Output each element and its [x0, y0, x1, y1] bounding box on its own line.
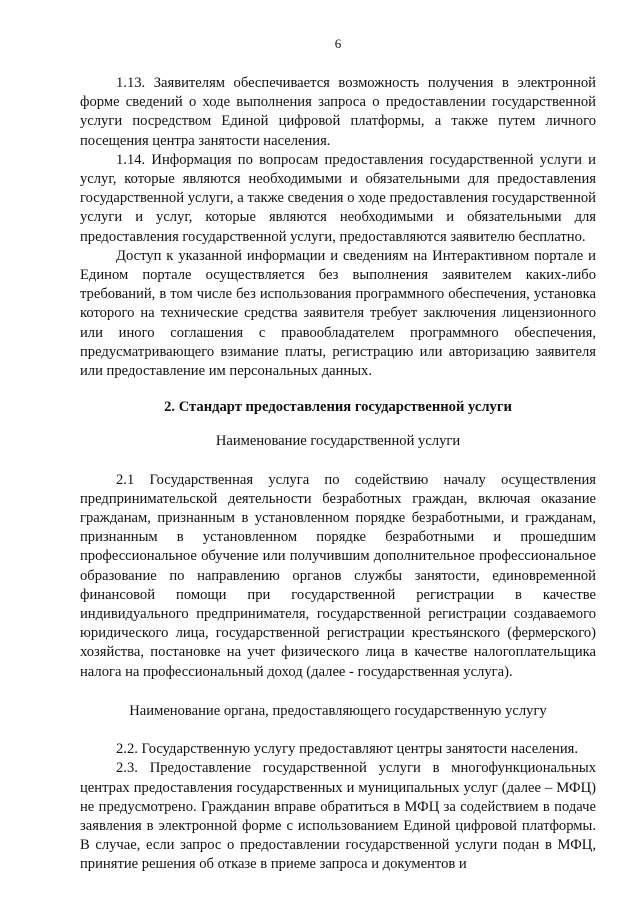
paragraph-1-13: 1.13. Заявителям обеспечивается возможность получения в электронной форме сведений о ходе выполнения запроса о предоставлении государственной услуги посредством Единой цифровой платформы, а также путем личного посещения центра занятости населения. — [80, 75, 596, 149]
paragraph-2-3: 2.3. Предоставление государственной услуги в многофункциональных центрах предоставления государственных и муниципальных услуг (далее – МФЦ) не предусмотрено. Гражданин вправе обратиться в МФЦ за содействием в подаче заявления в электронной форме с использованием Единой цифровой платформы. В случае, если запрос о предоставлении государственной услуги подан в МФЦ, принятие решения об отказе в приеме запроса и документов и — [80, 760, 596, 873]
paragraph-2-1: 2.1 Государственная услуга по содействию началу осуществления предпринимательской деятельности безработных граждан, включая оказание гражданам, признанным в установленном порядке безработными, и гражданам, признанным в установленном порядке безработными и прошедшим профессиональное обучение или получившим дополнительное профессиональное образование по направлению органов службы занятости, единовременной финансовой помощи при государственной регистрации в качестве индивидуального предпринимателя, государственной регистрации создаваемого юридического лица, государственной регистрации крестьянского (фермерского) хозяйства, постановке на учет физического лица в качестве налогоплательщика налога на профессиональный доход (далее - государственная услуга). — [80, 471, 596, 680]
page-number: 6 — [334, 36, 342, 51]
paragraph-2-2: 2.2. Государственную услугу предоставляют центры занятости населения. — [116, 741, 579, 758]
subheading-service-name: Наименование государственной услуги — [215, 433, 461, 450]
paragraph-access-info: Доступ к указанной информации и сведениям на Интерактивном портале и Едином портале осуществляется без выполнения заявителем каких-либо требований, в том числе без использования программного обеспечения, установка которого на технические средства заявителя требует заключения лицензионного или иного соглашения с правообладателем программного обеспечения, предусматривающего взимание платы, регистрацию или авторизацию заявителя или предоставление им персональных данных. — [80, 247, 596, 380]
subheading-authority-name: Наименование органа, предоставляющего государственную услугу — [129, 702, 547, 719]
section-heading: 2. Стандарт предоставления государственной услуги — [164, 399, 512, 416]
paragraph-1-14: 1.14. Информация по вопросам предоставления государственной услуги и услуг, которые являются необходимыми и обязательными для предоставления государственной услуги, а также сведения о ходе предоставления государственной услуги и услуг, которые являются необходимыми и обязательными для предоставления государственной услуги, предоставляются заявителю бесплатно. — [80, 151, 596, 245]
document-page — [80, 36, 596, 875]
